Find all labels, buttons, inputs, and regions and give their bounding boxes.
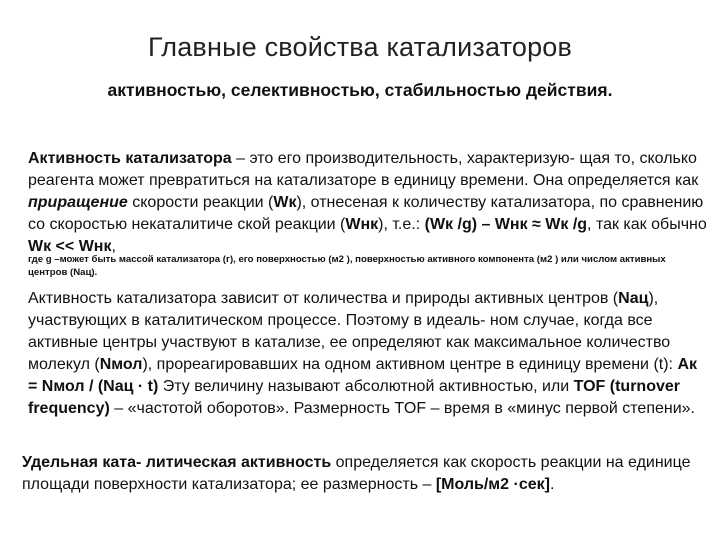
text-run: Активность катализатора зависит от количества и природы активных центров ( bbox=[28, 290, 619, 307]
term-activity: Активность катализатора bbox=[28, 150, 232, 167]
symbol-nmol: Nмол bbox=[99, 356, 143, 373]
slide-title: Главные свойства катализаторов bbox=[147, 32, 573, 62]
text-run: , bbox=[111, 238, 116, 255]
text-run: Эту величину называют абсолютной активностью, или bbox=[158, 378, 574, 395]
text-run: – «частотой оборотов». Размерность TOF – время в «минус первой степени». bbox=[109, 400, 695, 417]
term-specific-activity: Удельная ката- литическая активность bbox=[22, 454, 332, 471]
text-run: ), отнесеная к количеству катализатора, по сравнению со скоростью некаталитиче ской реакции ( bbox=[28, 194, 704, 233]
text-run: – это его производительность, характеризую- щая то, сколько реагента может превратиться на катализаторе в единицу времени. Она определяется как bbox=[28, 150, 699, 189]
text-run: определяется как скорость реакции на единице площади поверхности катализатора; ее размерность – bbox=[22, 454, 691, 493]
paragraph-activity-definition bbox=[28, 148, 708, 258]
text-run: . bbox=[549, 476, 555, 493]
text-run: ), участвующих в каталитическом процессе. Поэтому в идеаль- ном случае, когда все активные центры участвуют в катализе, ее определяют как максимальное количество молекул ( bbox=[28, 290, 671, 373]
symbol-wk: Wк bbox=[273, 194, 297, 211]
footnote-g-definition: где g –может быть массой катализатора (г), его поверхностью (м2 ), поверхностью активного компонента (м2 ) или числом активных центров (Nац). bbox=[28, 254, 666, 278]
formula-tof: Ак = Nмол / (Nац · t) bbox=[28, 356, 697, 395]
units-specific-activity: [Моль/м2 ·сек] bbox=[435, 476, 550, 493]
text-run: скорости реакции ( bbox=[127, 194, 274, 211]
symbol-wnk: Wнк bbox=[345, 216, 379, 233]
paragraph-absolute-activity bbox=[28, 288, 708, 420]
formula-inequality: Wк << Wнк bbox=[28, 238, 112, 255]
term-tof: TOF (turnover frequency) bbox=[28, 378, 680, 417]
formula-activity: (Wк /g) – Wнк ≈ Wк /g bbox=[424, 216, 588, 233]
symbol-nac: Nац bbox=[618, 290, 649, 307]
term-increment: приращение bbox=[28, 194, 128, 211]
text-run: ), т.е.: bbox=[378, 216, 425, 233]
text-run: ), прореагировавших на одном активном центре в единицу времени (t): bbox=[142, 356, 678, 373]
paragraph-specific-activity bbox=[22, 452, 712, 496]
slide-subtitle: активностью, селективностью, стабильностью действия. bbox=[107, 80, 613, 100]
text-run: , так как обычно bbox=[587, 216, 707, 233]
